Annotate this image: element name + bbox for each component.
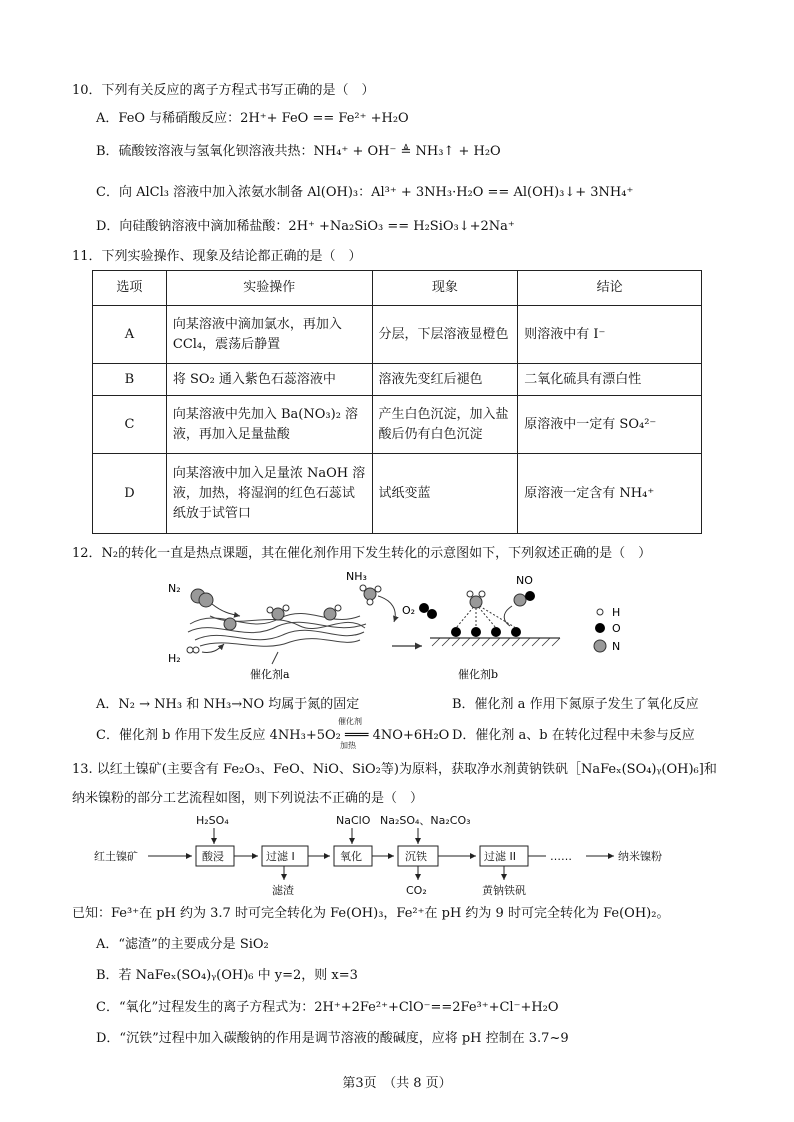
q13-option-b: B．若 NaFeₓ(SO₄)ᵧ(OH)₆ 中 y=2，则 x=3 [96,968,358,983]
flow-iron-precipitation: 沉铁 [405,850,427,863]
table-cell: 将 SO₂ 通入紫色石蕊溶液中 [166,364,372,396]
legend-n: N [612,640,621,653]
no-label: NO [516,574,533,587]
nh3-label: NH₃ [346,570,367,583]
q12-option-a: A．N₂ → NH₃ 和 NH₃→NO 均属于氮的固定 [96,697,360,712]
table-cell: 向某溶液中加入足量浓 NaOH 溶液，加热，将湿润的红色石蕊试纸放于试管口 [166,454,372,534]
table-row [93,454,702,534]
q10-option-a: A．FeO 与稀硝酸反应：2H⁺+ FeO == Fe²⁺ +H₂O [96,111,409,126]
legend-o: O [612,622,621,635]
atom-legend [594,606,621,653]
flow-naclo: NaClO [336,814,371,827]
table-header: 现象 [372,271,518,306]
table-cell: 原溶液中一定有 SO₄²⁻ [518,396,702,454]
flow-oxidation: 氧化 [340,850,362,863]
q10-option-b: B．硫酸铵溶液与氢氧化钡溶液共热：NH₄⁺ + OH⁻ ≜ NH₃↑ + H₂O [96,144,501,159]
table-cell: 产生白色沉淀，加入盐酸后仍有白色沉淀 [372,396,518,454]
h2-label: H₂ [168,652,181,665]
q13-stem-line2: 纳米镍粉的部分工艺流程如图，则下列说法不正确的是（ ） [72,791,424,806]
q12-option-d: D．催化剂 a、b 在转化过程中未参与反应 [452,728,695,743]
table-row [93,396,702,454]
table-cell: 分层，下层溶液显橙色 [372,306,518,364]
q13-known-info: 已知：Fe³⁺在 pH 约为 3.7 时可完全转化为 Fe(OH)₃，Fe²⁺在 pH 约为 9 时可完全转化为 Fe(OH)₂。 [72,906,670,921]
flow-start: 红土镍矿 [94,850,138,863]
hydrogen-atom [193,647,199,653]
hydrogen-atom [187,647,193,653]
flow-residue: 滤渣 [272,884,294,897]
flow-na2so4-na2co3: Na₂SO₄、Na₂CO₃ [380,814,471,827]
table-cell: 向某溶液中先加入 Ba(NO₃)₂ 溶液，再加入足量盐酸 [166,396,372,454]
table-cell: A [93,306,167,364]
catalyst-diagram [160,566,660,690]
table-header: 选项 [93,271,167,306]
table-cell: 则溶液中有 I⁻ [518,306,702,364]
flow-filter-2: 过滤 II [484,850,516,863]
q12-option-c: C．催化剂 b 作用下发生反应 4NH₃+5O₂ ═══ 4NO+6H₂O [96,728,450,743]
flow-jarosite: 黄钠铁矾 [482,884,526,897]
nitrogen-atom [199,593,213,607]
table-row [93,306,702,364]
catalyst-a-label: 催化剂a [250,668,290,681]
table-header-row [93,271,702,306]
table-cell: C [93,396,167,454]
table-header: 实验操作 [166,271,372,306]
table-header: 结论 [518,271,702,306]
flow-ellipsis: …… [550,850,572,863]
q12-stem: 12．N₂的转化一直是热点课题，其在催化剂作用下发生转化的示意图如下，下列叙述正确的是（ ） [72,546,652,561]
q12-condition-top: 催化剂 [338,717,362,726]
table-cell: 二氧化硫具有漂白性 [518,364,702,396]
q13-option-a: A．“滤渣”的主要成分是 SiO₂ [96,937,269,952]
flow-h2so4: H₂SO₄ [196,814,229,827]
table-row [93,364,702,396]
catalyst-b-label: 催化剂b [458,668,499,681]
q13-stem-line1: 13. 以红土镍矿(主要含有 Fe₂O₃、FeO、NiO、SiO₂等)为原料，获取净水剂黄钠铁矾［NaFeₓ(SO₄)ᵧ(OH)₆]和 [72,762,717,777]
oxygen-atom [427,609,437,619]
process-flow-diagram [92,812,702,912]
table-cell: 原溶液一定含有 NH₄⁺ [518,454,702,534]
q11-stem: 11．下列实验操作、现象及结论都正确的是（ ） [72,249,362,264]
q10-option-c: C．向 AlCl₃ 溶液中加入浓氨水制备 Al(OH)₃：Al³⁺ + 3NH₃·H₂O == Al(OH)₃↓+ 3NH₄⁺ [96,185,634,200]
page-footer: 第3页 （共 8 页） [342,1076,452,1091]
table-cell: 溶液先变红后褪色 [372,364,518,396]
table-cell: 试纸变蓝 [372,454,518,534]
o2-label: O₂ [402,604,416,617]
no-molecule [514,594,526,606]
table-cell: D [93,454,167,534]
q10-stem: 10．下列有关反应的离子方程式书写正确的是（ ） [72,83,375,98]
q10-option-d: D．向硅酸钠溶液中滴加稀盐酸：2H⁺ +Na₂SiO₃ == H₂SiO₃↓+2Na⁺ [96,219,515,234]
q13-option-d: D．“沉铁”过程中加入碳酸钠的作用是调节溶液的酸碱度，应将 pH 控制在 3.7~9 [96,1031,569,1046]
legend-h: H [612,606,621,619]
flow-end: 纳米镍粉 [618,850,662,863]
oxygen-atom [419,603,429,613]
table-cell: B [93,364,167,396]
flow-acid-leach: 酸浸 [202,850,224,863]
experiment-table [92,270,702,534]
q13-option-c: C．“氧化”过程发生的离子方程式为：2H⁺+2Fe²⁺+ClO⁻==2Fe³⁺+Cl⁻+H₂O [96,1000,559,1015]
q12-option-b: B．催化剂 a 作用下氮原子发生了氧化反应 [452,697,699,712]
flow-filter-1: 过滤 I [266,850,295,863]
table-cell: 向某溶液中滴加氯水，再加入 CCl₄，震荡后静置 [166,306,372,364]
catalyst-b-surface [430,591,560,646]
q12-condition-bottom: 加热 [340,741,356,750]
flow-co2: CO₂ [406,884,427,897]
n2-label: N₂ [168,582,181,595]
